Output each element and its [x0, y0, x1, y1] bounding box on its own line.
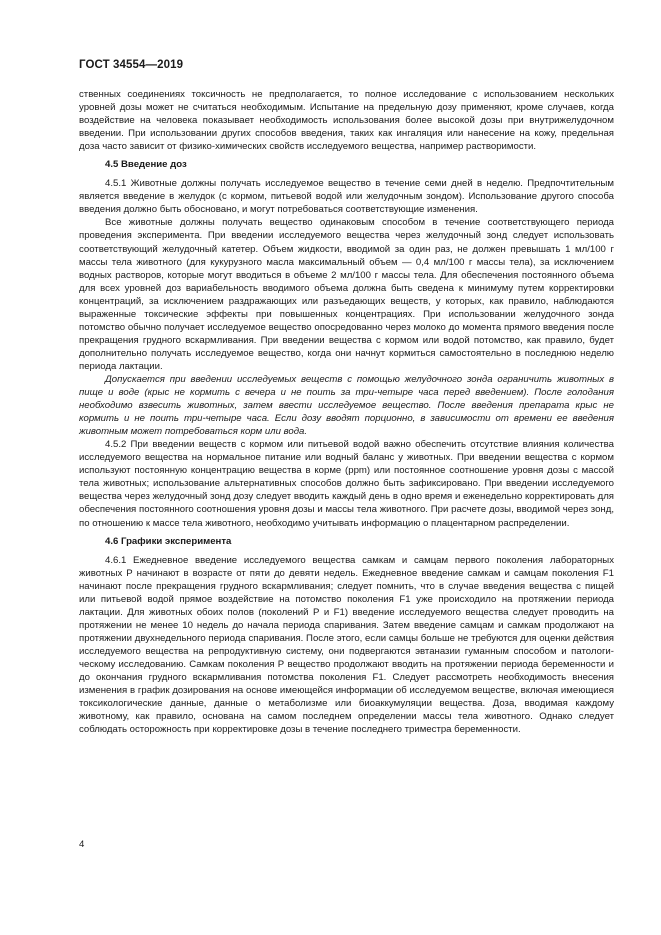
document-body: [79, 88, 614, 736]
section-heading-4-6: 4.6 Графики эксперимента: [105, 535, 232, 547]
paragraph-4-6-1: 4.6.1 Ежедневное введение исследуемого вещества самкам и самцам первого поколения лабораторных животных Р начинают в возрасте от пяти до девяти недель. Ежедневное введение самкам и самцам поколения F1 начинают после прекращения грудного вскармливания; следует помнить, что в случае введения вещества с пищей или питьевой водой прямое воздействие на потомство поколения F1 уже происходило на протяжении периода лактации. Для животных обоих полов (поколений Р и F1) введение исследуемого вещества следует проводить на протяжении не менее 10 недель до начала периода спаривания. Затем введение самцам и самкам продолжают на протяжении двухнедельного периода спаривания. После этого, если самцы больше не требуются для оценки действия исследуемого вещества на репродуктивную систему, они подвергаются эвтаназии гуманным способом и патологическому исследованию. Самкам поколения Р вещество продолжают вводить на протяжении периода беременности и до окончания грудного вскармливания потомства поколения F1. Следует рассмотреть необходимость внесения изменения в график дозирования на основе имеющейся информации об исследуемом веществе, включая имеющиеся токсикологические данные, данные о метаболизме или биоаккумуляции вещества. Доза, вводимая каждому животному, как правило, основана на самом последнем определении массы тела животного. Однако следует соблюдать осторожность при корректировке дозы в течение последнего триместра беременности.: [79, 554, 614, 736]
paragraph-dosing-method: Все животные должны получать вещество одинаковым способом в течение соответствующего периода проведения эксперимента. При введении исследуемого вещества через желудочный зонд следует использовать соответствующий желудочный катетер. Объем жидкости, вводимой за один раз, не должен превышать 1 мл/100 г массы тела животного (для кукурузного масла максимальный объем — 0,4 мл/100 г массы тела), за исключением водных растворов, которые могут вводиться в объеме 2 мл/100 г массы тела. Для обеспечения постоянного объема для всех уровней доз вариабельность вводимого объема должна быть сведена к минимуму путем корректировки концентраций, за исключением раздражающих или разъедающих веществ, у которых, как правило, наблюдаются выраженные токсические эффекты при повышенных концентрациях. При использовании желудочного зонда потомство обычно получает исследуемое вещество опосредованно через молоко до момента прямого введения после прекращения грудного вскармливания. При введении вещества с кормом или водой потомство, как правило, будет дополнительно получать исследуемое вещество, когда они начнут кормиться самостоятельно в последнюю неделю периода лактации.: [79, 217, 614, 372]
page-number: 4: [79, 839, 85, 850]
document-header: ГОСТ 34554—2019: [79, 59, 184, 71]
paragraph-4-5-1: 4.5.1 Животные должны получать исследуемое вещество в течение семи дней в неделю. Предпочтительным является введение в желудок (с кормом, питьевой водой или желудочным зондом). Использование другого способа введения должно быть обосновано, и могут потребоваться соответствующие изменения.: [79, 178, 614, 216]
paragraph-continuation: ственных соединениях токсичность не предполагается, то полное исследование с использованием нескольких уровней дозы может не считаться необходимым. Испытание на предельную дозу применяют, кроме случаев, когда воздействие на человека показывает необходимость использования более высокой дозы при внутрижелудочном введении. При использовании других способов введения, таких как ингаляция или нанесение на кожу, предельная доза часто зависит от физико-химических свойств исследуемого вещества, например растворимости.: [79, 89, 614, 153]
paragraph-fasting-note: Допускается при введении исследуемых веществ с помощью желудочного зонда ограничить животных в пище и воде (крыс не кормить с вечера и не поить за три-четыре часа перед введением). После голодания необходимо взвесить животных, затем ввести исследуемое вещество. После введения препарата крыс не кормить и не поить три-четыре часа. Если дозу вводят порционно, в зависимости от времени ее введения животным может потребоваться корм или вода.: [79, 373, 614, 438]
section-heading-4-5: 4.5 Введение доз: [105, 159, 187, 171]
paragraph-4-5-2: 4.5.2 При введении веществ с кормом или питьевой водой важно обеспечить отсутствие влияния количества исследуемого вещества на нормальное питание или водный баланс у животных. При введении вещества с кормом используют постоянную концентрацию вещества в корме (ppm) или постоянное соотношение уровня дозы с массой тела животных; использование альтернативных способов должно быть зафиксировано. При введении исследуемого вещества через желудочный зонд дозу следует вводить каждый день в одно время и еженедельно корректировать для обеспечения постоянного соотношения уровня дозы и массы тела животного. При расчете дозы, вводимой через зонд, по отношению к массе тела животного, необходимо учитывать информацию о плацентарном распределении.: [79, 439, 614, 529]
